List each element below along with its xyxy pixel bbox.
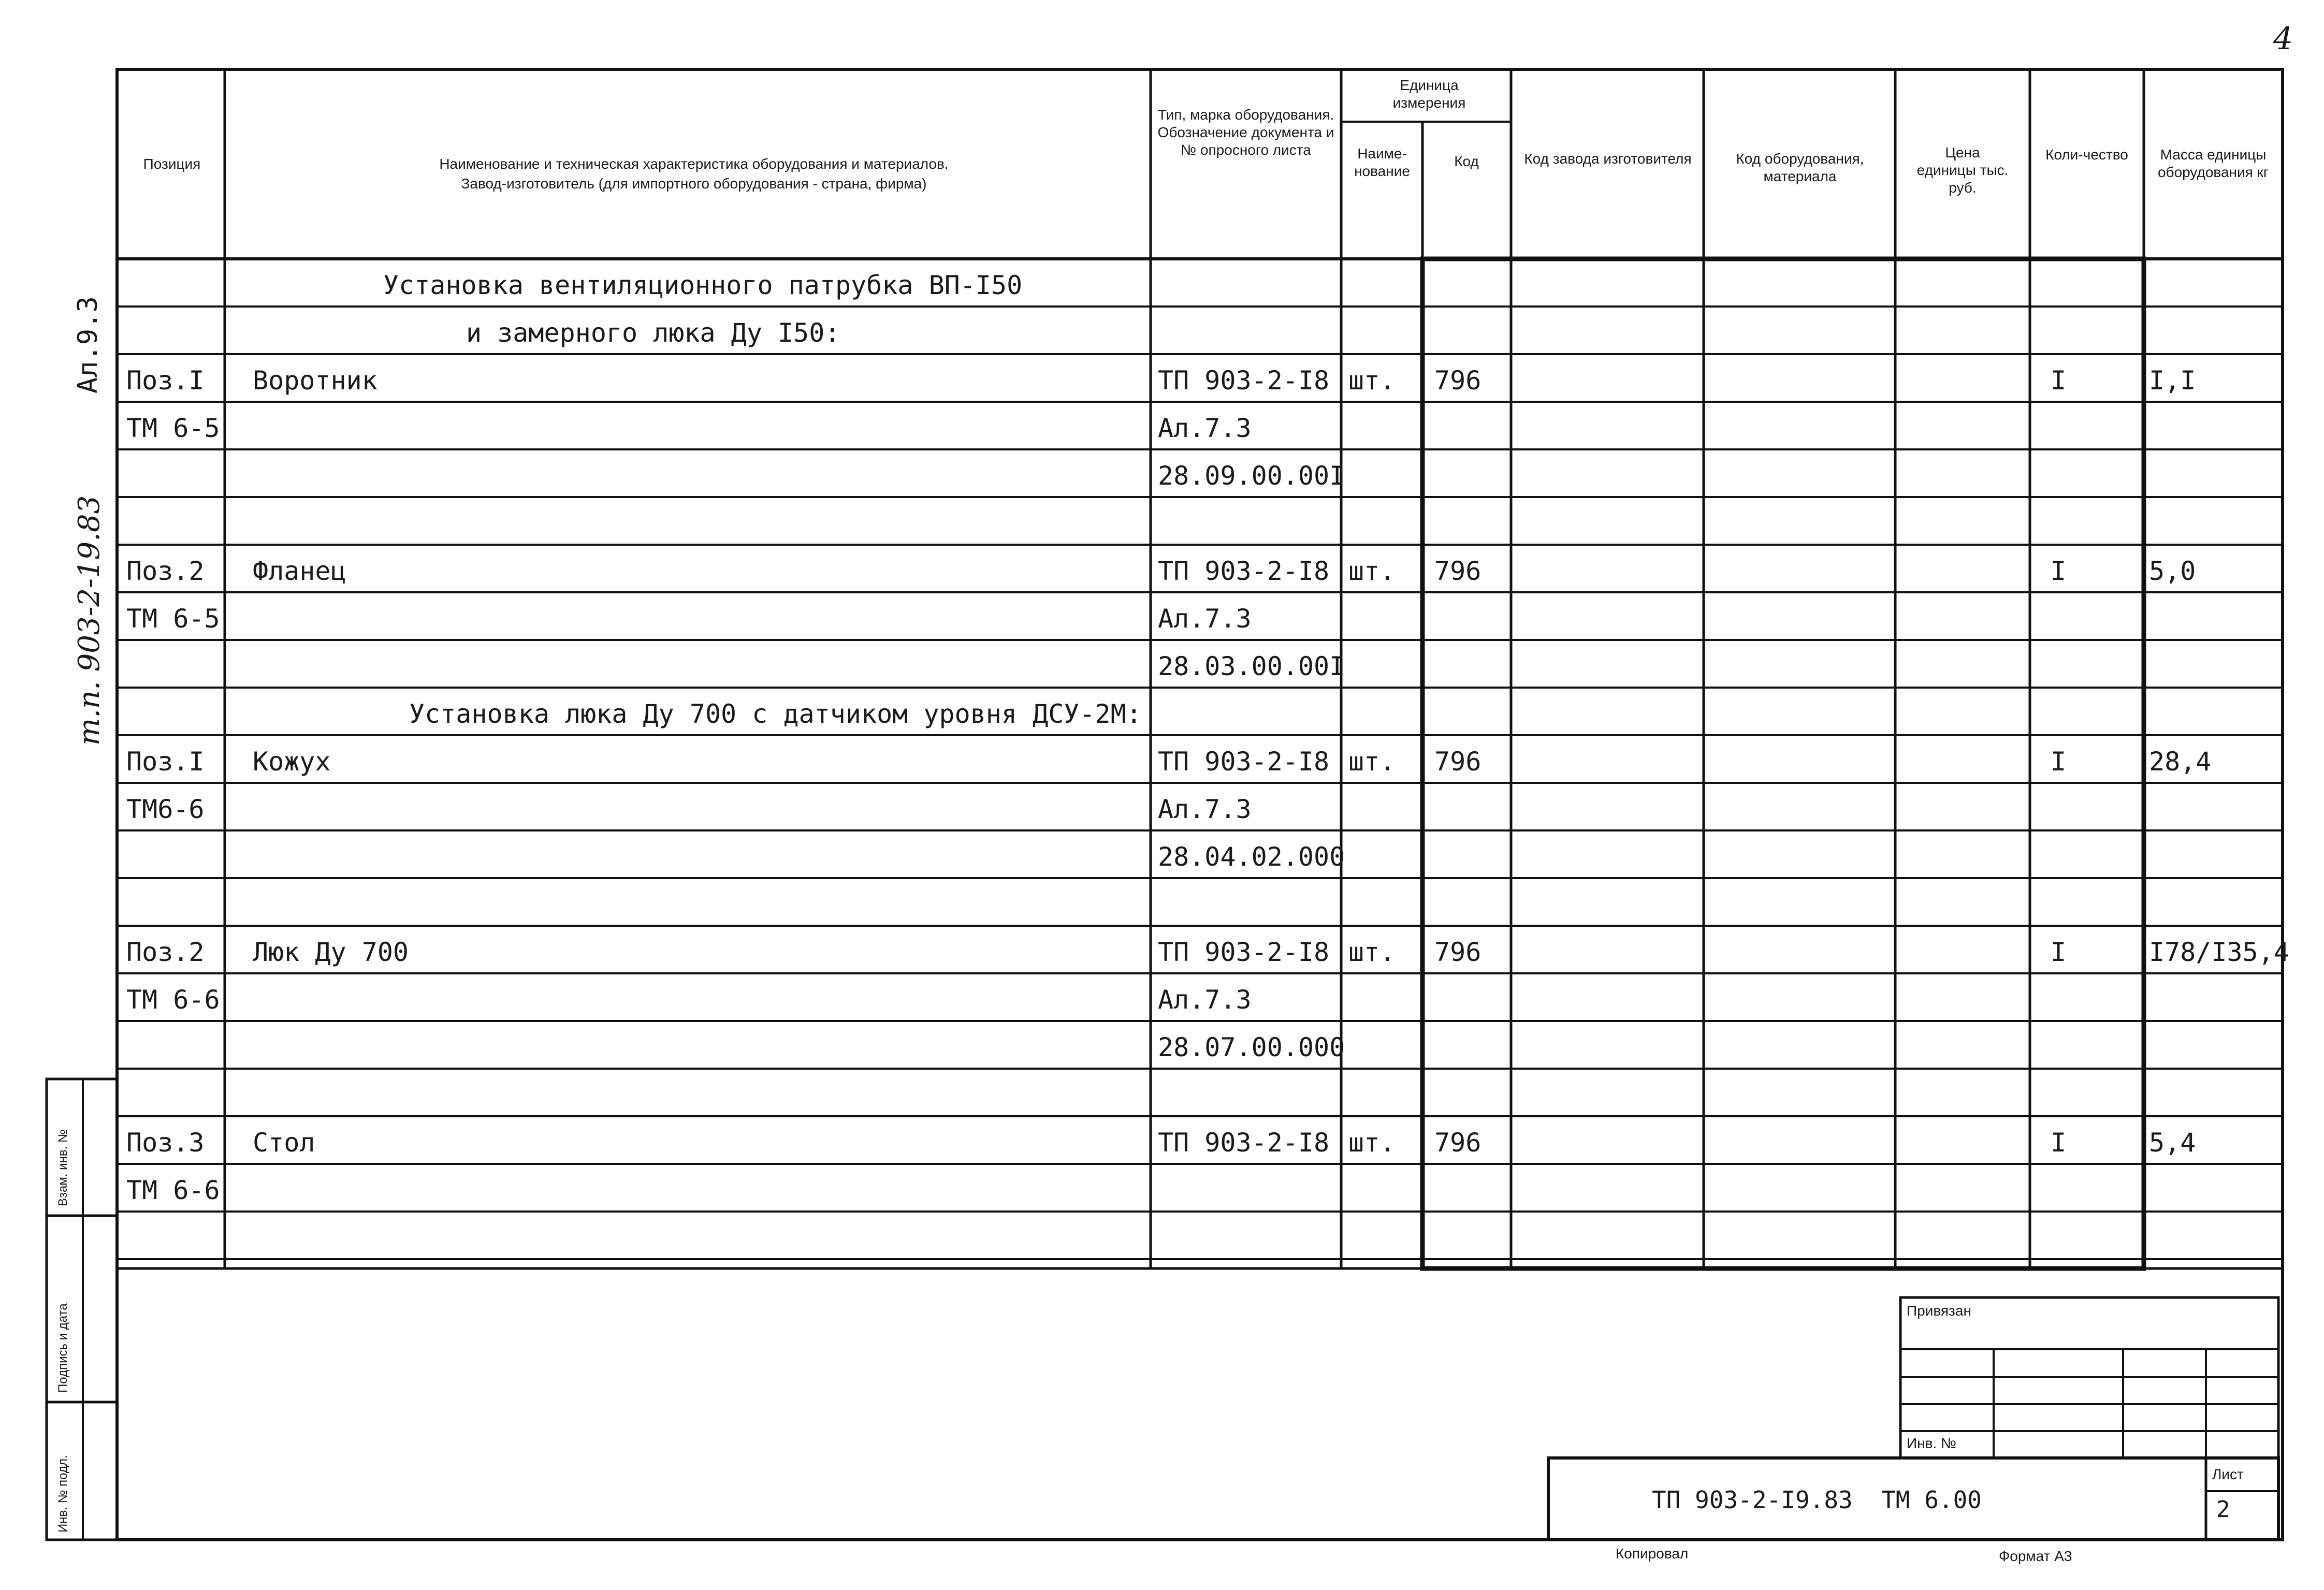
- row-code: 796: [1434, 1128, 1481, 1158]
- row-qty: I: [2051, 556, 2067, 586]
- row-qty: I: [2051, 1128, 2067, 1158]
- row-name: Воротник: [253, 366, 377, 396]
- row-type: Ал.7.3: [1158, 794, 1252, 824]
- row-unit: шт.: [1348, 1128, 1396, 1158]
- row-unit: шт.: [1348, 937, 1396, 967]
- row-name: Установка вентиляционного патрубка ВП-I50: [383, 270, 1023, 300]
- row-qty: I: [2051, 937, 2067, 967]
- row-mass: 28,4: [2149, 747, 2212, 777]
- row-name: Люк Ду 700: [253, 937, 409, 967]
- row-type: 28.04.02.000: [1158, 842, 1345, 872]
- header-unit-code: Код: [1454, 153, 1479, 169]
- row-qty: I: [2051, 747, 2067, 777]
- margin-inv-podl-label: Инв. № подл.: [56, 1455, 70, 1533]
- stamp-sheet-number: 2: [2216, 1496, 2230, 1523]
- row-type: ТП 903-2-I8: [1158, 937, 1330, 967]
- row-position: ТМ 6-5: [126, 604, 220, 634]
- row-position: Поз.I: [126, 747, 205, 777]
- header-type-mark: Тип, марка оборудования. Обозначение документа и № опросного листа: [1157, 107, 1334, 158]
- row-mass: 5,0: [2149, 556, 2196, 586]
- header-price: Цена единицы тыс. руб.: [1916, 144, 2009, 196]
- footer-format: Формат А3: [1999, 1548, 2072, 1564]
- row-type: ТП 903-2-I8: [1158, 1128, 1330, 1158]
- margin-vzam-label: Взам. инв. №: [56, 1129, 70, 1206]
- row-code: 796: [1434, 556, 1481, 586]
- row-type: 28.03.00.00I: [1158, 651, 1345, 681]
- row-code: 796: [1434, 366, 1481, 396]
- row-type: ТП 903-2-I8: [1158, 556, 1330, 586]
- row-type: ТП 903-2-I8: [1158, 747, 1330, 777]
- row-type: ТП 903-2-I8: [1158, 366, 1330, 396]
- stamp-sheet-label: Лист: [2212, 1466, 2244, 1482]
- stamp-inv-no: Инв. №: [1907, 1435, 1957, 1451]
- row-unit: шт.: [1348, 747, 1396, 777]
- row-name: Фланец: [253, 556, 346, 586]
- row-name: Установка люка Ду 700 с датчиком уровня ДСУ-2М:: [409, 699, 1142, 729]
- row-type: 28.09.00.00I: [1158, 461, 1345, 491]
- row-unit: шт.: [1348, 366, 1396, 396]
- row-qty: I: [2051, 366, 2067, 396]
- row-name: Кожух: [253, 747, 331, 777]
- row-mass: I,I: [2149, 366, 2196, 396]
- row-code: 796: [1434, 937, 1481, 967]
- stamp-doc-code: ТП 903-2-I9.83 ТМ 6.00: [1652, 1486, 1982, 1514]
- row-position: ТМ6-6: [126, 794, 205, 824]
- header-quantity: Коли-чество: [2045, 147, 2128, 163]
- row-type: Ал.7.3: [1158, 413, 1252, 443]
- row-position: ТМ 6-6: [126, 985, 220, 1015]
- margin-podpis-label: Подпись и дата: [56, 1303, 70, 1393]
- header-mass: Масса единицы оборудования кг: [2157, 147, 2269, 180]
- header-factory-code: Код завода изготовителя: [1524, 151, 1692, 167]
- row-unit: шт.: [1348, 556, 1396, 586]
- stamp-privyazan: Привязан: [1907, 1303, 1971, 1319]
- row-type: 28.07.00.000: [1158, 1032, 1345, 1062]
- row-position: Поз.2: [126, 556, 205, 586]
- row-position: Поз.3: [126, 1128, 205, 1158]
- header-unit-name: Наиме-нование: [1354, 145, 1410, 179]
- row-type: Ал.7.3: [1158, 604, 1252, 634]
- sheet-ref-label: Ал.9.3: [72, 296, 104, 393]
- header-name-line2: Завод-изготовитель (для импортного оборудования - страна, фирма): [461, 176, 927, 192]
- row-position: Поз.2: [126, 937, 205, 967]
- page-mark: 4: [2273, 21, 2293, 57]
- row-code: 796: [1434, 747, 1481, 777]
- row-name: и замерного люка Ду I50:: [466, 318, 840, 348]
- row-mass: I78/I35,4: [2149, 937, 2289, 967]
- row-mass: 5,4: [2149, 1128, 2196, 1158]
- header-unit-group: Единица измерения: [1392, 77, 1466, 111]
- header-position: Позиция: [143, 156, 201, 172]
- footer-copied: Копировал: [1616, 1545, 1689, 1562]
- row-position: Поз.I: [126, 366, 205, 396]
- row-type: Ал.7.3: [1158, 985, 1252, 1015]
- row-name: Стол: [253, 1128, 315, 1158]
- row-position: ТМ 6-5: [126, 413, 220, 443]
- project-number-label: т.п. 903-2-19.83: [72, 495, 106, 746]
- header-equipment-code: Код оборудования, материала: [1736, 151, 1864, 184]
- header-name-line1: Наименование и техническая характеристика оборудования и материалов.: [439, 156, 949, 172]
- row-position: ТМ 6-6: [126, 1175, 220, 1205]
